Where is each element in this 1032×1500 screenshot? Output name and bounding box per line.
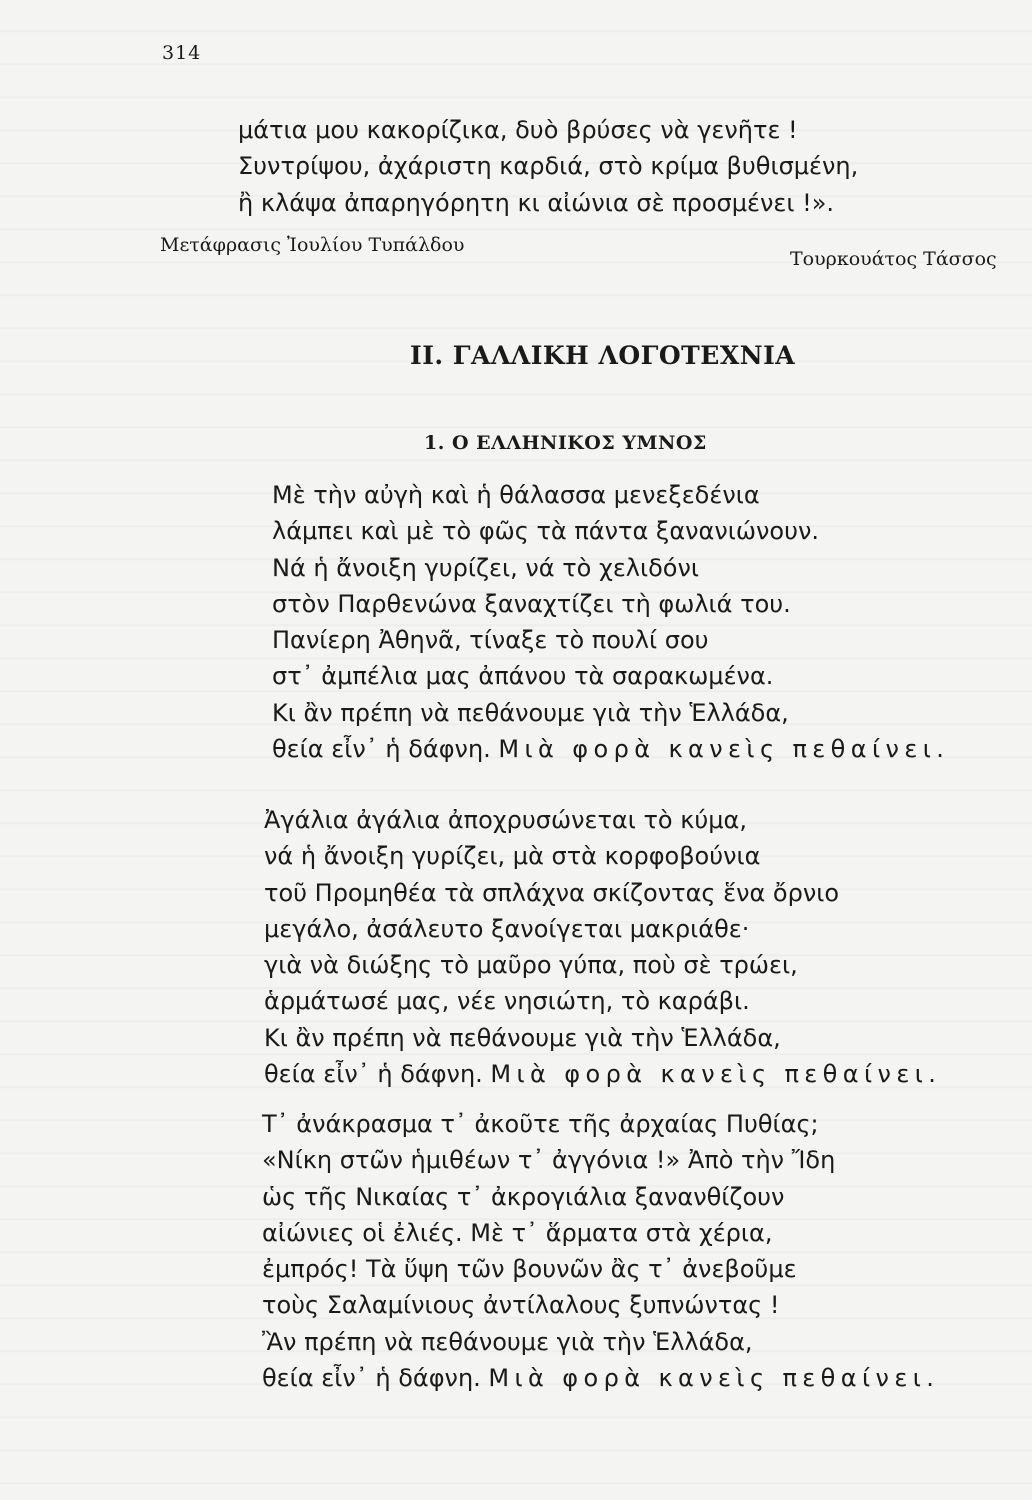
verse-line: Ἂν πρέπη νὰ πεθάνουμε γιὰ τὴν Ἑλλάδα, (262, 1327, 753, 1356)
refrain-part: θεία εἶν᾿ ἡ δάφνη. (272, 735, 499, 764)
verse-line: Κι ἂν πρέπη νὰ πεθάνουμε γιὰ τὴν Ἑλλάδα, (264, 1023, 781, 1052)
stanza-1 (272, 477, 949, 767)
verse-line: αἰώνιες οἱ ἐλιές. Μὲ τ᾿ ἅρματα στὰ χέρια, (262, 1218, 773, 1247)
verse-line: νά ἡ ἄνοιξη γυρίζει, μὰ στὰ κορφοβούνια (264, 842, 761, 871)
translator-credit: Μετάφρασις Ἰουλίου Τυπάλδου (160, 234, 465, 256)
verse-line: Κι ἂν πρέπη νὰ πεθάνουμε γιὰ τὴν Ἑλλάδα, (272, 698, 789, 727)
verse-line: λάμπει καὶ μὲ τὸ φῶς τὰ πάντα ξανανιώνουν. (272, 517, 819, 546)
refrain-spaced: Μιὰ φορὰ κανεὶς πεθαίνει. (498, 735, 950, 764)
verse-line: γιὰ νὰ διώξης τὸ μαῦρο γύπα, ποὺ σὲ τρώει, (264, 951, 798, 980)
intro-line: μάτια μου κακορίζικα, δυὸ βρύσες νὰ γενῆτε ! (238, 116, 798, 144)
poem-title: 1. Ο ΕΛΛΗΝΙΚΟΣ ΥΜΝΟΣ (424, 432, 707, 454)
refrain-part: θεία εἶν᾿ ἡ δάφνη. (262, 1364, 489, 1393)
verse-line: Ἀγάλια ἀγάλια ἀποχρυσώνεται τὸ κύμα, (264, 806, 747, 834)
intro-verse (238, 112, 858, 221)
intro-line: ἢ κλάψα ἀπαρηγόρητη κι αἰώνια σὲ προσμένει !». (238, 188, 835, 217)
verse-line: στ᾿ ἀμπέλια μας ἀπάνου τὰ σαρακωμένα. (272, 662, 774, 691)
verse-line: μεγάλο, ἀσάλευτο ξανοίγεται μακριάθε· (264, 914, 750, 943)
stanza-3 (262, 1106, 939, 1396)
verse-line: Τ᾿ ἀνάκρασμα τ᾿ ἀκοῦτε τῆς ἀρχαίας Πυθίας; (262, 1110, 819, 1138)
verse-line: Νά ἡ ἄνοιξη γυρίζει, νά τὸ χελιδόνι (272, 553, 700, 582)
verse-line: τοὺς Σαλαμίνιους ἀντίλαλους ξυπνώντας ! (262, 1291, 780, 1320)
verse-line: ὡς τῆς Νικαίας τ᾿ ἀκρογιάλια ξανανθίζουν (262, 1182, 785, 1211)
intro-line: Συντρίψου, ἀχάριστη καρδιά, στὸ κρίμα βυθισμένη, (238, 152, 859, 181)
verse-line: τοῦ Προμηθέα τὰ σπλάχνα σκίζοντας ἕνα ὄρνιο (264, 878, 840, 907)
verse-line: στὸν Παρθενώνα ξαναχτίζει τὴ φωλιά του. (272, 589, 791, 618)
refrain-line (262, 1360, 939, 1396)
verse-line: ἐμπρός! Τὰ ὕψη τῶν βουνῶν ἂς τ᾿ ἀνεβοῦμε (262, 1255, 797, 1284)
refrain-line (272, 731, 949, 767)
refrain-part: θεία εἶν᾿ ἡ δάφνη. (264, 1060, 491, 1089)
verse-line: Μὲ τὴν αὐγὴ καὶ ἡ θάλασσα μενεξεδένια (272, 481, 760, 509)
refrain-line (264, 1056, 941, 1092)
verse-line: «Νίκη στῶν ἡμιθέων τ᾿ ἀγγόνια !» Ἀπὸ τὴν Ἴδη (262, 1146, 836, 1175)
verse-line: ἁρμάτωσέ μας, νέε νησιώτη, τὸ καράβι. (264, 987, 750, 1016)
refrain-spaced: Μιὰ φορὰ κανεὶς πεθαίνει. (490, 1060, 942, 1089)
page-number: 314 (162, 42, 202, 64)
section-title: ΙΙ. ΓΑΛΛΙΚΗ ΛΟΓΟΤΕΧΝΙΑ (410, 341, 796, 370)
stanza-2 (264, 802, 941, 1092)
refrain-spaced: Μιὰ φορὰ κανεὶς πεθαίνει. (488, 1364, 940, 1393)
author-credit: Τουρκουάτος Τάσσος (790, 248, 997, 270)
verse-line: Πανίερη Ἀθηνᾶ, τίναξε τὸ πουλί σου (272, 626, 709, 655)
